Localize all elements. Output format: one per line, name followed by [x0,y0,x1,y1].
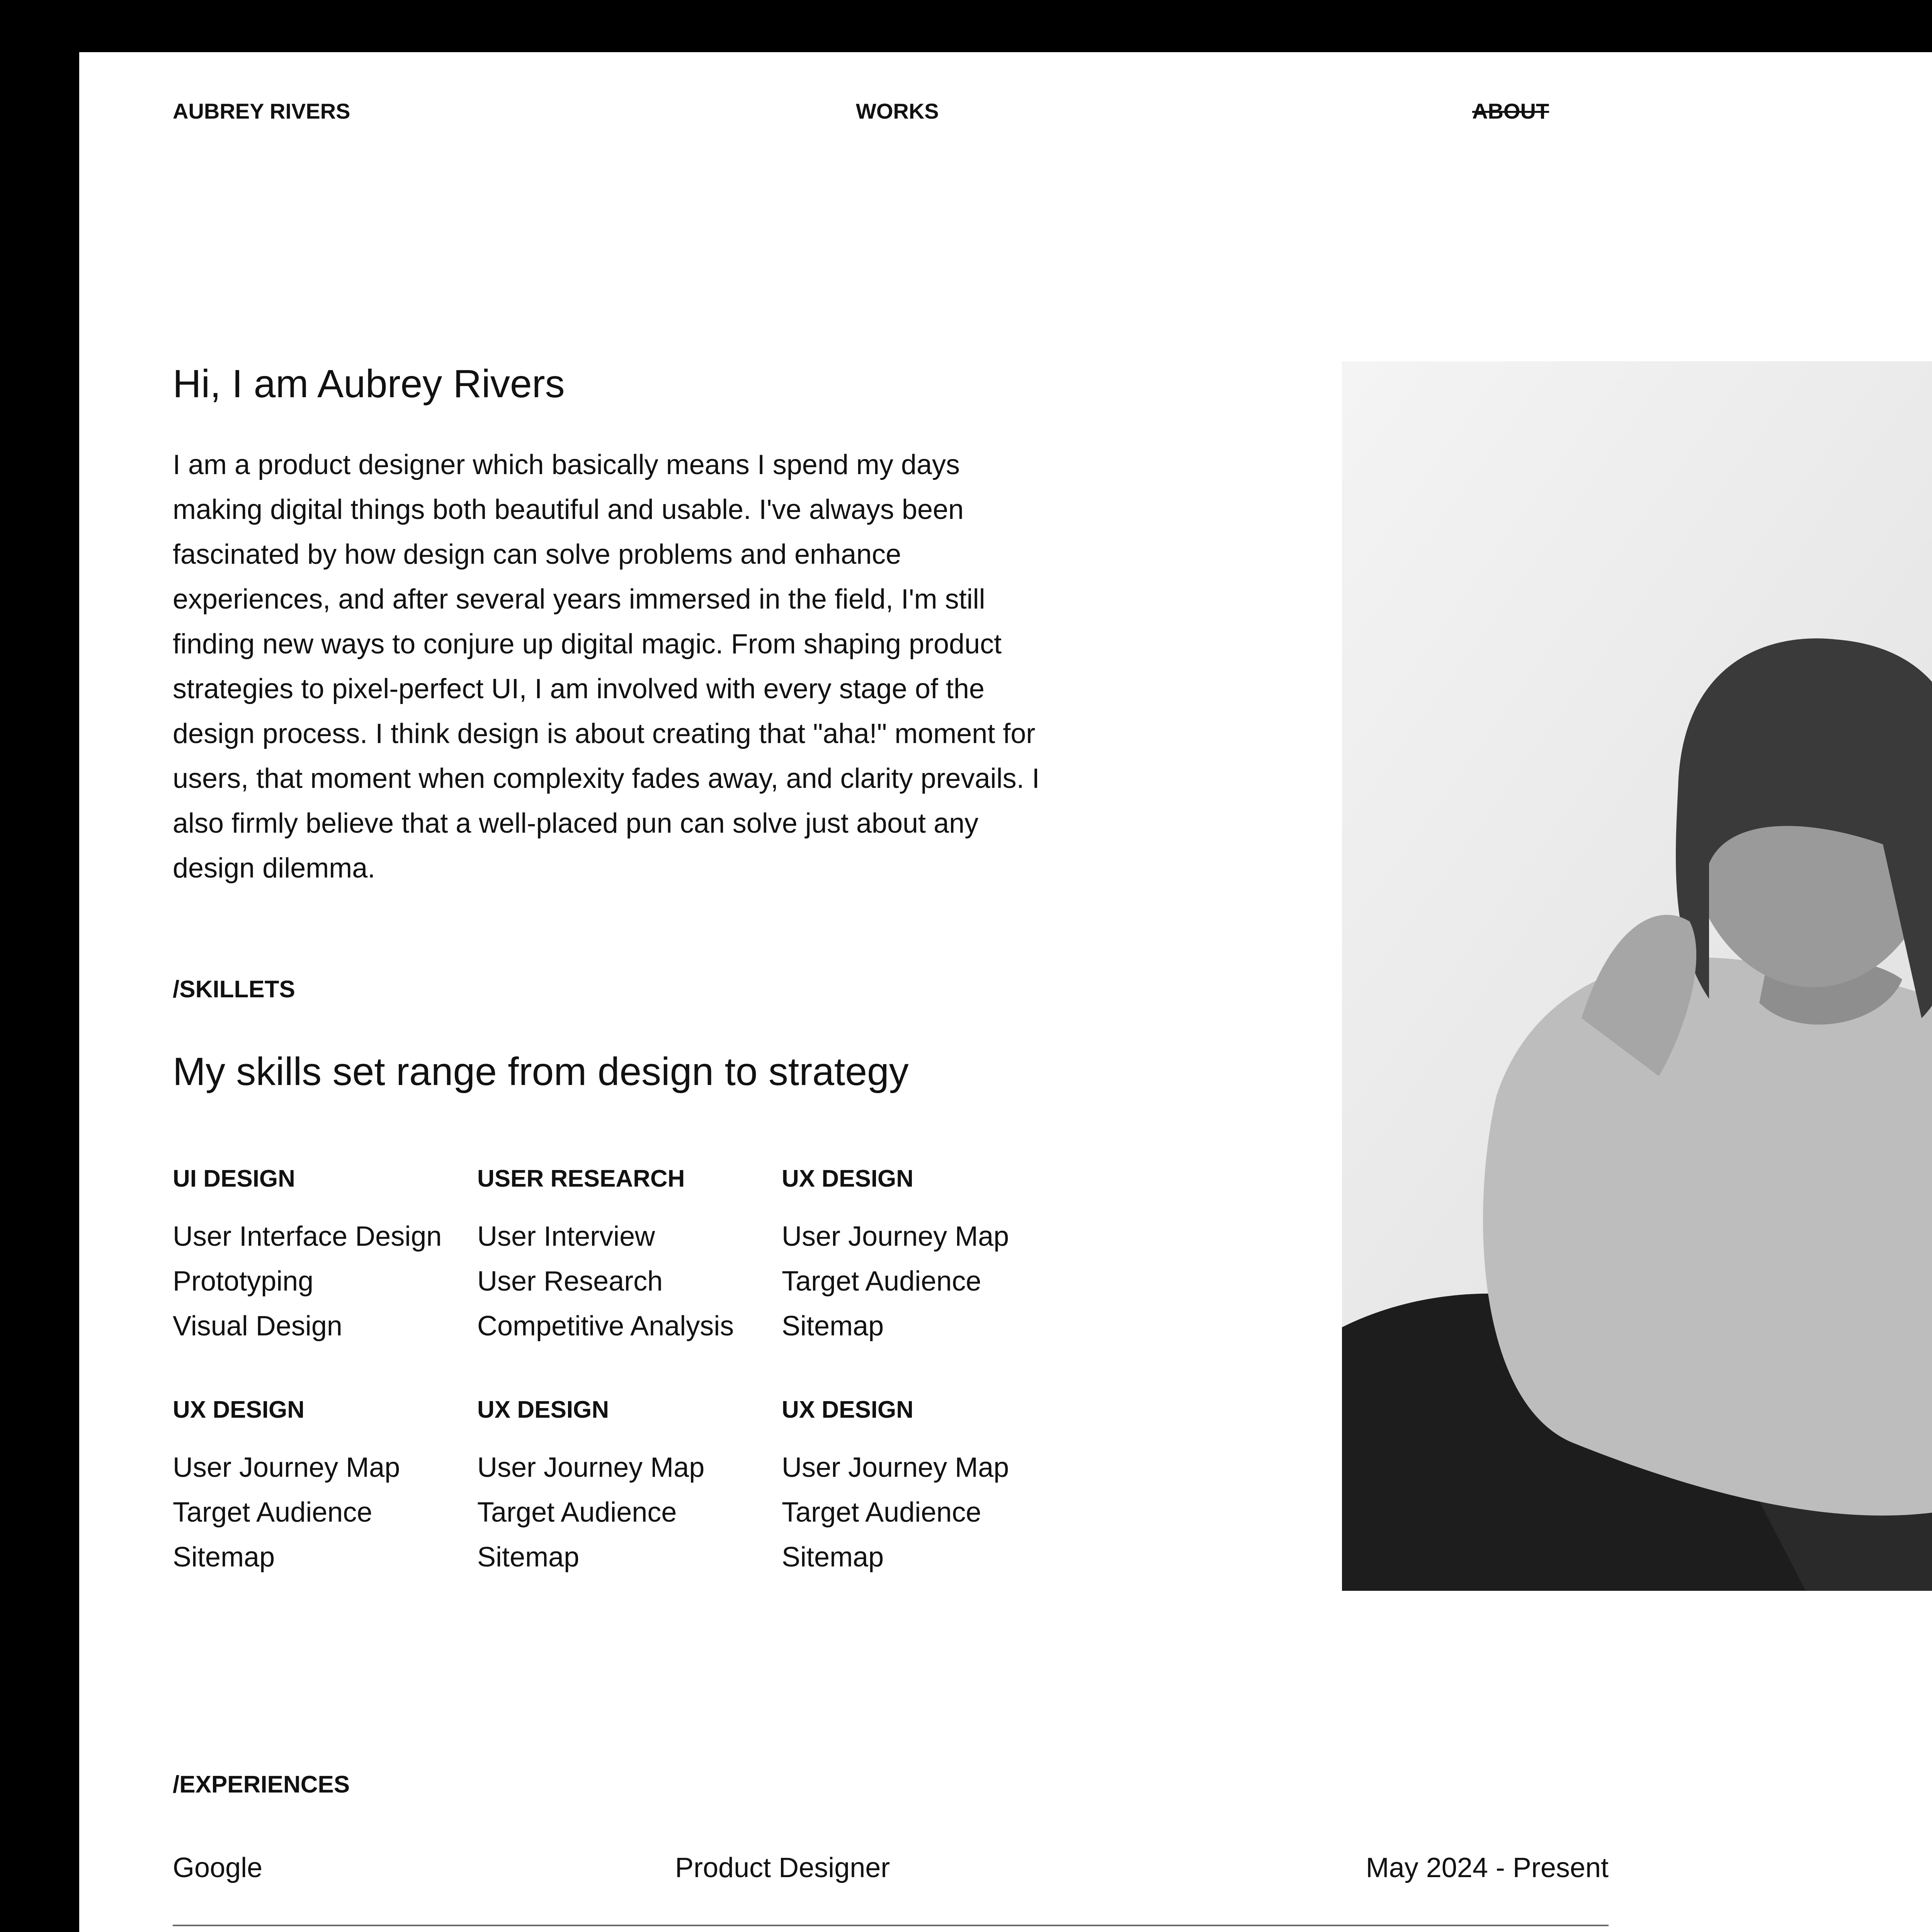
table-row [173,1925,1609,1932]
skill-item: Sitemap [477,1542,580,1573]
hero-greeting: Hi, I am Aubrey Rivers [173,362,565,406]
skill-item: User Research [477,1266,663,1297]
skill-item: Visual Design [173,1311,342,1342]
skill-item: User Journey Map [782,1221,1009,1252]
skills-heading: My skills set range from design to strategy [173,1049,909,1094]
skill-group-title: UX DESIGN [782,1396,914,1423]
skill-item: Sitemap [782,1311,884,1342]
nav-about[interactable]: ABOUT [1472,99,1549,123]
skill-group-title: UX DESIGN [782,1165,914,1192]
skill-item: Target Audience [477,1497,677,1528]
table-row [173,1825,1609,1926]
skill-group [782,1396,1009,1580]
experiences-section-label: /EXPERIENCES [173,1771,350,1798]
portrait-photo [1342,361,1932,1591]
skill-item: Sitemap [173,1542,275,1573]
skill-item: User Interview [477,1221,655,1252]
skill-item: User Interface Design [173,1221,442,1252]
brand-logo[interactable]: AUBREY RIVERS [173,99,350,123]
skill-item: Sitemap [782,1542,884,1573]
hero-intro: I am a product designer which basically means I spend my days making digital things both beautiful and usable. I've always been fascinated by how design can solve problems and enhance experiences, and after several years immersed in the field, I'm still finding new ways to conjure up digital magic. From shaping product strategies to pixel-perfect UI, I am involved with every stage of the design process. I think design is about creating that "aha!" moment for users, that moment when complexity fades away, and clarity prevails. I also firmly believe that a well-placed pun can solve just about any design dilemma. [173,449,1040,884]
skill-group-title: UX DESIGN [477,1396,609,1423]
skill-group [782,1165,1009,1349]
skill-group-title: UX DESIGN [173,1396,305,1423]
skill-group-title: UI DESIGN [173,1165,295,1192]
nav-works[interactable]: WORKS [856,99,939,123]
exp-company: Google [173,1852,263,1883]
skill-item: Target Audience [782,1497,981,1528]
skill-item: User Journey Map [782,1452,1009,1483]
skill-group [477,1165,734,1349]
skill-item: User Journey Map [173,1452,400,1483]
skill-group [173,1396,400,1580]
skill-group [173,1165,442,1349]
skill-item: Target Audience [173,1497,372,1528]
exp-dates: May 2024 - Present [1366,1852,1609,1883]
skill-item: Prototyping [173,1266,314,1297]
skill-item: User Journey Map [477,1452,705,1483]
skill-item: Competitive Analysis [477,1311,734,1342]
exp-role: Product Designer [675,1852,890,1883]
skill-item: Target Audience [782,1266,981,1297]
skills-section-label: /SKILLETS [173,976,295,1003]
desktop-page [79,52,1932,1932]
skill-group-title: USER RESEARCH [477,1165,685,1192]
skill-group [477,1396,704,1580]
